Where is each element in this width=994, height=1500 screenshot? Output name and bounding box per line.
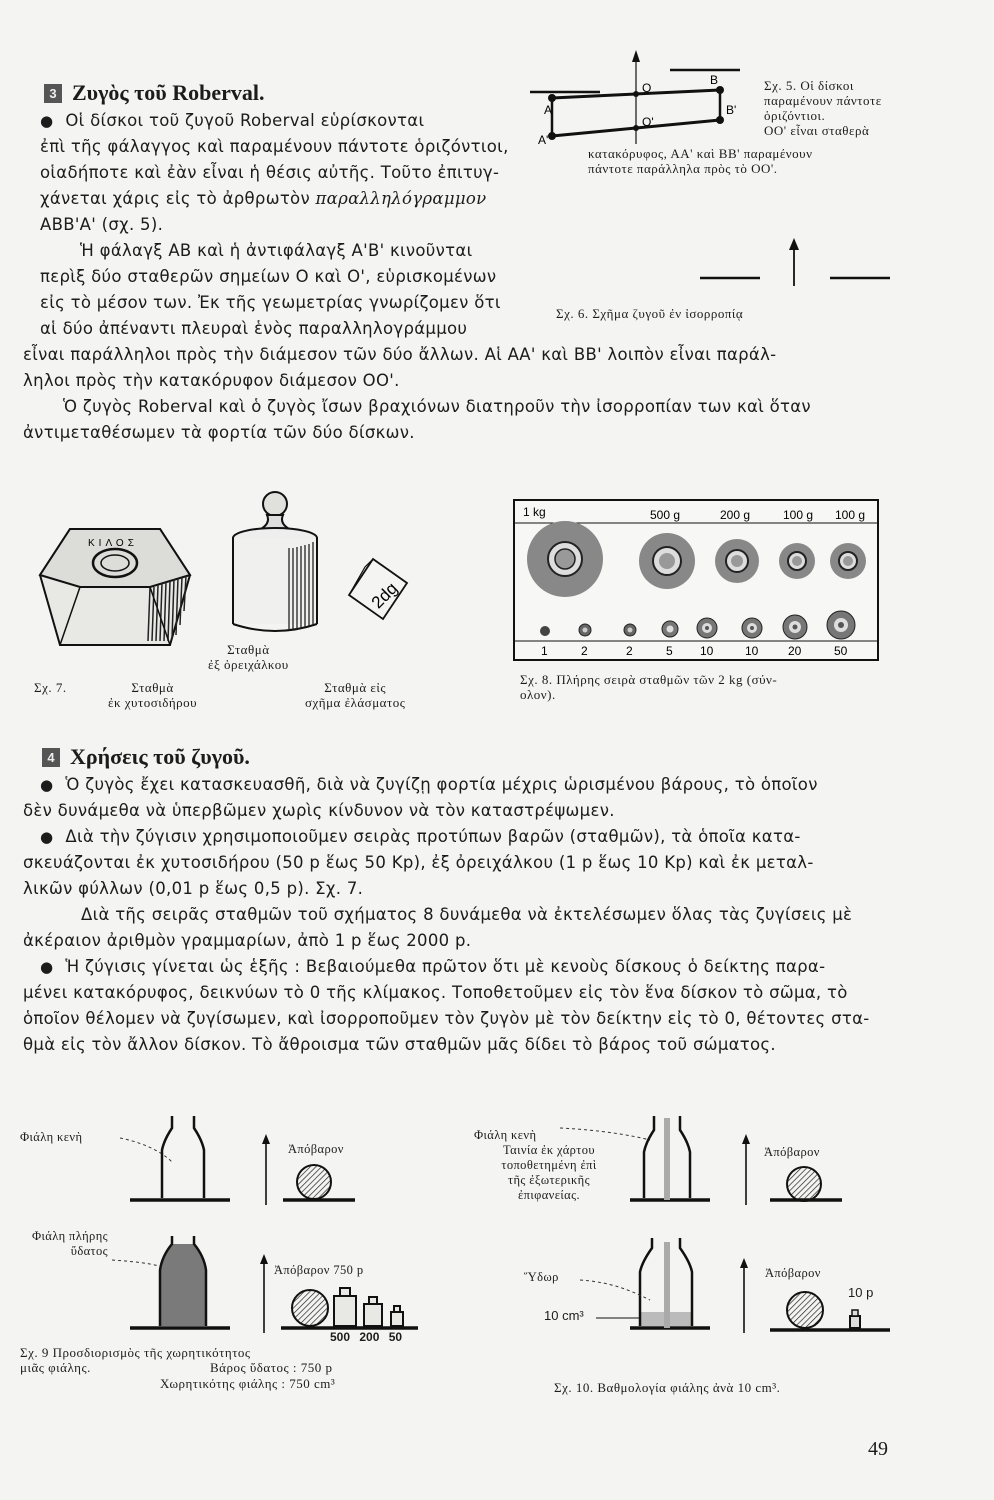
weight-label: 1 kg xyxy=(523,505,546,519)
caption-line: ὕδατος xyxy=(70,1244,108,1258)
label-a: A xyxy=(544,103,553,117)
weight-label: 100 g xyxy=(835,508,866,522)
text-line: ὁποῖον θέλομεν νὰ ζυγίσωμεν, καὶ ἰσορροποῦμεν τὸν ζυγὸν μὲ τὸν δείκτην εἰς τὸ 0, θέτοντες στα- xyxy=(23,1009,870,1028)
label-tare: Ἀπόβαρον xyxy=(764,1145,820,1159)
page-number: 49 xyxy=(868,1438,888,1460)
text-line: θμὰ εἰς τὸν ἄλλον δίσκον. Τὸ ἄθροισμα τῶν σταθμῶν μᾶς δίδει τὸ βάρος τοῦ σώματος. xyxy=(23,1035,776,1054)
text-line: Οἱ δίσκοι τοῦ ζυγοῦ Roberval εὑρίσκονται xyxy=(65,111,425,130)
label-water: Ὕδωρ xyxy=(524,1270,559,1284)
label-o: O xyxy=(642,81,652,95)
text-line: Διὰ τὴν ζύγισιν χρησιμοποιοῦμεν σειρὰς προτύπων βαρῶν (σταθμῶν), τὰ ὁποῖα κατα- xyxy=(65,827,801,846)
caption-line: Σχ. 5. Οἱ δίσκοι xyxy=(764,78,854,93)
text-line: Ἡ φάλαγξ ΑΒ καὶ ἡ ἀντιφάλαγξ Α'Β' κινοῦνται xyxy=(80,241,473,260)
text-line: εἰς τὸ μέσον των. Ἐκ τῆς γεωμετρίας γνωρίζομεν ὅτι xyxy=(40,293,501,312)
fig9-caption: Βάρος ὕδατος : 750 p xyxy=(210,1360,333,1375)
emphasis-term: παραλληλόγραμμον xyxy=(315,189,487,208)
label-10p: 10 p xyxy=(848,1285,874,1300)
label-tare-750: Ἀπόβαρον 750 p xyxy=(274,1263,364,1277)
text-line: λικῶν φύλλων (0,01 p ἕως 0,5 p). Σχ. 7. xyxy=(23,879,364,898)
caption-line: Σχ. 8. Πλήρης σειρὰ σταθμῶν τῶν 2 kg (σύν- xyxy=(520,672,778,687)
caption-line: τῆς ἐξωτερικῆς xyxy=(508,1173,590,1187)
fig10-caption: Σχ. 10. Βαθμολογία φιάλης ἀνὰ 10 cm³. xyxy=(554,1380,781,1395)
fig7-number: Σχ. 7. xyxy=(34,680,67,695)
text-line: εἶναι παράλληλοι πρὸς τὴν διάμεσον τῶν δύο ἄλλων. Αἱ ΑΑ' καὶ ΒΒ' λοιπὸν εἶναι παράλ- xyxy=(23,345,777,364)
label-10cm3: 10 cm³ xyxy=(544,1308,584,1323)
caption-line: πάντοτε παράλληλα πρὸς τὸ ΟΟ'. xyxy=(588,161,778,176)
caption-line: τοποθετημένη ἐπὶ xyxy=(501,1158,597,1172)
section-title: Χρήσεις τοῦ ζυγοῦ. xyxy=(70,744,250,769)
label-weights: 500 200 50 xyxy=(330,1330,403,1344)
caption-line: ΟΟ' εἶναι σταθερὰ xyxy=(764,123,870,138)
text-span: χάνεται χάρις εἰς τὸ ἀρθρωτὸν xyxy=(40,189,310,208)
foil-label: 2dg xyxy=(367,578,402,613)
text-line: σκευάζονται ἐκ χυτοσιδήρου (50 p ἕως 50 Kp), ἐξ ὀρειχάλκου (1 p ἕως 10 Kp) καὶ ἐκ μεταλ- xyxy=(23,853,814,872)
fig9-caption: μιᾶς φιάλης. xyxy=(20,1360,91,1375)
caption-line: ἐξ ὀρειχάλκου xyxy=(208,657,289,672)
text-line: μένει κατακόρυφος, δεικνύων τὸ 0 τῆς κλίμακος. Τοποθετοῦμεν εἰς τὸν ἕνα δίσκον τὸ σῶμα, τὸ xyxy=(23,983,848,1002)
label-empty-bottle: Φιάλη κενὴ xyxy=(20,1130,83,1144)
caption-line: Φιάλη πλήρης xyxy=(32,1229,108,1243)
weight-label: 1 xyxy=(541,644,548,658)
weight-label: 50 xyxy=(834,644,848,658)
label-b-prime: B' xyxy=(726,103,737,117)
caption-line: Σταθμὰ xyxy=(131,680,174,695)
text-line: Ὁ ζυγὸς Roberval καὶ ὁ ζυγὸς ἴσων βραχιόνων διατηροῦν τὴν ἰσορροπίαν των καὶ ὅταν xyxy=(63,397,811,416)
caption-line: Φιάλη κενὴ xyxy=(474,1128,537,1142)
text-line: ληλοι πρὸς τὴν κατακόρυφον διάμεσον ΟΟ'. xyxy=(23,371,400,390)
engraving-text: ΚΙΛΟΣ xyxy=(88,538,138,549)
label-b: B xyxy=(710,73,719,87)
text-line: δὲν δυνάμεθα νὰ ὑπερβῶμεν χωρὶς κίνδυνον νὰ τὸν καταστρέψωμεν. xyxy=(23,801,615,820)
fig9-caption: Σχ. 9 Προσδιορισμὸς τῆς χωρητικότητος xyxy=(20,1345,251,1360)
text-line: Διὰ τῆς σειρᾶς σταθμῶν τοῦ σχήματος 8 δυνάμεθα νὰ ἐκτελέσωμεν ὅλας τὰς ζυγίσεις μὲ xyxy=(81,905,853,924)
text-line: οἱαδήποτε καὶ ἐὰν εἶναι ἡ θέσις αὐτῆς. Τοῦτο ἐπιτυγ- xyxy=(40,163,500,182)
paper-tape xyxy=(664,1118,670,1200)
caption-line: κατακόρυφος, ΑΑ' καὶ ΒΒ' παραμένουν xyxy=(588,146,813,161)
caption-line: Ταινία ἐκ χάρτου xyxy=(503,1143,595,1157)
section-number: 4 xyxy=(42,748,60,767)
weight-label: 200 g xyxy=(720,508,751,522)
weight-label: 2 xyxy=(626,644,633,658)
label-tare: Ἀπόβαρον xyxy=(765,1266,821,1280)
text-line: αἱ δύο ἀπέναντι πλευραὶ ἑνὸς παραλληλογράμμου xyxy=(40,319,468,338)
fig6-caption: Σχ. 6. Σχῆμα ζυγοῦ ἐν ἰσορροπίᾳ xyxy=(556,306,744,321)
weight-label: 10 xyxy=(745,644,759,658)
text-line: ἀντιμεταθέσωμεν τὰ φορτία τῶν δύο δίσκων. xyxy=(23,423,415,442)
caption-line: σχῆμα ἐλάσματος xyxy=(305,695,406,710)
text-line: Ἡ ζύγισις γίνεται ὡς ἑξῆς : Βεβαιούμεθα πρῶτον ὅτι μὲ κενοὺς δίσκους ὁ δείκτης παρα- xyxy=(65,957,826,976)
label-a-prime: A' xyxy=(538,133,549,147)
caption-line: ὁριζόντιοι. xyxy=(764,108,826,123)
section-number: 3 xyxy=(44,84,62,103)
text-line: ἀκέραιον ἀριθμὸν γραμμαρίων, ἀπὸ 1 p ἕως 2000 p. xyxy=(23,931,472,950)
text-line: ἐπὶ τῆς φάλαγγος καὶ παραμένουν πάντοτε ὁριζόντιοι, xyxy=(40,137,509,156)
text-line: Ὁ ζυγὸς ἔχει κατασκευασθῆ, διὰ νὰ ζυγίζῃ φορτία μέχρις ὡρισμένου βάρους, τὸ ὁποῖον xyxy=(65,775,818,794)
section-title: Ζυγὸς τοῦ Roberval. xyxy=(72,80,265,105)
text-line: ΑΒΒ'Α' (σχ. 5). xyxy=(40,215,164,234)
weight-label: 10 xyxy=(700,644,714,658)
caption-line: ἐπιφανείας. xyxy=(518,1188,580,1202)
weight-label: 5 xyxy=(666,644,673,658)
weight-label: 500 g xyxy=(650,508,681,522)
label-o-prime: O' xyxy=(642,115,654,129)
weight-label: 2 xyxy=(581,644,588,658)
caption-line: ολον). xyxy=(520,687,556,702)
weight-label: 100 g xyxy=(783,508,814,522)
text-line: περὶξ δύο σταθερῶν σημείων Ο καὶ Ο', εὑρισκομένων xyxy=(40,267,497,286)
fig9-caption: Χωρητικότης φιάλης : 750 cm³ xyxy=(160,1376,336,1391)
caption-line: παραμένουν πάντοτε xyxy=(764,93,882,108)
weight-label: 20 xyxy=(788,644,802,658)
label-tare: Ἀπόβαρον xyxy=(288,1142,344,1156)
caption-line: Σταθμὰ xyxy=(227,642,270,657)
caption-line: ἐκ χυτοσιδήρου xyxy=(108,695,198,710)
caption-line: Σταθμὰ εἰς xyxy=(324,680,387,695)
